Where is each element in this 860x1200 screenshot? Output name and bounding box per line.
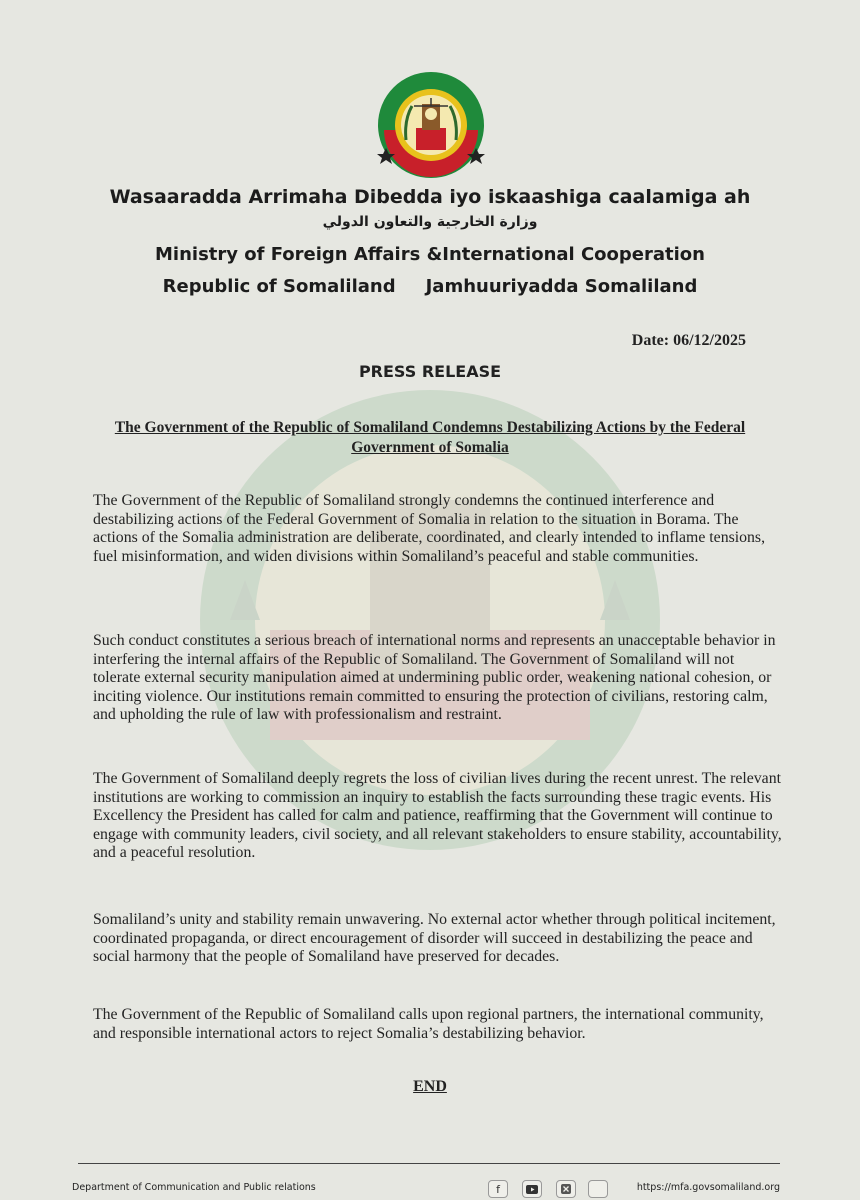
footer-divider xyxy=(78,1163,780,1164)
ministry-name-english: Ministry of Foreign Affairs &International Cooperation xyxy=(155,244,705,265)
footer-department: Department of Communication and Public relations xyxy=(72,1182,316,1193)
body-paragraph-1: The Government of the Republic of Somaliland strongly condemns the continued interference and destabilizing actions of the Federal Government of Somalia in relation to the situation in Borama. The actions of the Somalia administration are deliberate, coordinated, and clearly intended to inflame tensions, fuel misinformation, and widen divisions within Somaliland’s peaceful and stable communities. xyxy=(93,492,766,565)
footer-website[interactable]: https://mfa.govsomaliland.org xyxy=(636,1182,780,1193)
ministry-name-somali: Wasaaradda Arrimaha Dibedda iyo iskaashiga caalamiga ah xyxy=(109,186,751,208)
headline-line-2: Government of Somalia xyxy=(351,439,509,456)
body-paragraph-3: The Government of Somaliland deeply regrets the loss of civilian lives during the recent unrest. The relevant institutions are working to commission an inquiry to establish the facts surrounding these tragic events. His Excellency the President has called for calm and patience, reaffirming that the Government will continue to engage with community leaders, civil society, and all relevant stakeholders to ensure stability, accountability, and a peaceful resolution. xyxy=(93,770,782,862)
release-date: Date: 06/12/2025 xyxy=(631,332,746,349)
republic-line xyxy=(0,276,860,297)
headline-line-1: The Government of the Republic of Somaliland Condemns Destabilizing Actions by the Federal xyxy=(114,419,746,436)
body-paragraph-4: Somaliland’s unity and stability remain unwavering. No external actor whether through political incitement, coordinated propaganda, or direct encouragement of disorder will succeed in destabilizing the peace and social harmony that the people of Somaliland have preserved for decades. xyxy=(93,911,776,966)
website-icon[interactable] xyxy=(588,1180,608,1198)
body-paragraph-2: Such conduct constitutes a serious breach of international norms and represents an unacceptable behavior in interfering the internal affairs of the Republic of Somaliland. The Government of Somaliland will not tolerate external security manipulation aimed at undermining public order, weakening national cohesion, or inciting violence. Our institutions remain committed to ensuring the protection of civilians, restoring calm, and upholding the rule of law with professionalism and restraint. xyxy=(93,632,776,724)
body-paragraph-5: The Government of the Republic of Somaliland calls upon regional partners, the international community, and responsible international actors to reject Somalia’s destabilizing behavior. xyxy=(93,1006,764,1042)
republic-english: Republic of Somaliland xyxy=(162,276,396,297)
headline xyxy=(96,418,764,458)
ministry-seal-logo xyxy=(376,70,486,180)
end-marker: END xyxy=(413,1078,447,1095)
x-icon[interactable] xyxy=(556,1180,576,1198)
republic-somali: Jamhuuriyadda Somaliland xyxy=(425,276,698,297)
document-type-title: PRESS RELEASE xyxy=(358,362,502,381)
facebook-icon[interactable]: f xyxy=(488,1180,508,1198)
youtube-icon[interactable] xyxy=(522,1180,542,1198)
ministry-name-arabic: وزارة الخارجية والتعاون الدولي xyxy=(322,214,538,230)
